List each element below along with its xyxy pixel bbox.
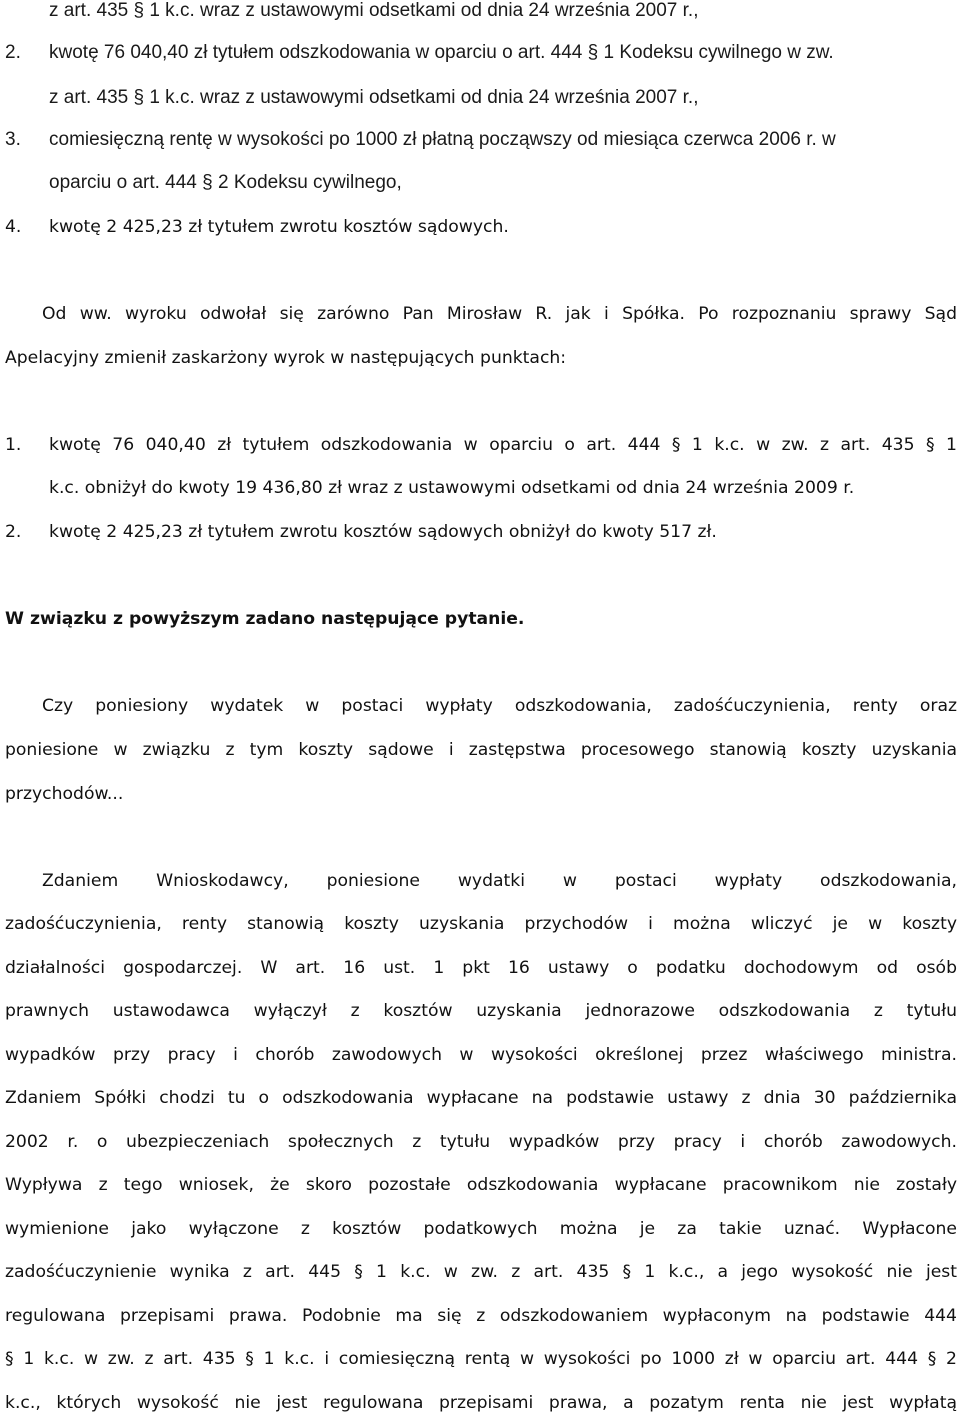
list-number: 2.: [5, 522, 22, 542]
list-b-item-1: [5, 432, 957, 458]
position-line-12: § 1 k.c. w zw. z art. 435 § 1 k.c. i comiesięczną rentą w wysokości po 1000 zł w oparciu art. 444 § 2: [5, 1349, 957, 1369]
list-a-line-3: [49, 85, 698, 111]
position-line-9: wymienione jako wyłączone z kosztów podatkowych można je za takie uznać. Wypłacone: [5, 1219, 957, 1239]
list-number: 4.: [5, 217, 22, 237]
list-a-text: z art. 435 § 1 k.c. wraz z ustawowymi odsetkami od dnia 24 września 2007 r.,: [49, 0, 699, 21]
list-a-text: kwotę 2 425,23 zł tytułem zwrotu kosztów sądowych.: [49, 217, 509, 237]
position-line-1: Zdaniem Wnioskodawcy, poniesione wydatki w postaci wypłaty odszkodowania,: [42, 871, 957, 891]
list-number: 1.: [5, 435, 22, 455]
list-a-text: kwotę 76 040,40 zł tytułem odszkodowania w oparciu o art. 444 § 1 Kodeksu cywilnego w zw.: [49, 42, 834, 63]
question-line-2: poniesione w związku z tym koszty sądowe i zastępstwa procesowego stanowią koszty uzyskania: [5, 740, 957, 760]
position-line-8: Wypływa z tego wniosek, że skoro pozostałe odszkodowania wypłacane pracownikom nie zostały: [5, 1175, 957, 1195]
position-line-5: wypadków przy pracy i chorób zawodowych w wysokości określonej przez właściwego ministra.: [5, 1045, 957, 1065]
list-a-text: z art. 435 § 1 k.c. wraz z ustawowymi odsetkami od dnia 24 września 2007 r.,: [49, 87, 699, 108]
position-line-2: zadośćuczynienia, renty stanowią koszty uzyskania przychodów i można wliczyć je w koszty: [5, 914, 957, 934]
list-b-text: kwotę 2 425,23 zł tytułem zwrotu kosztów sądowych obniżył do kwoty 517 zł.: [49, 522, 717, 542]
position-line-4: prawnych ustawodawca wyłączył z kosztów uzyskania jednorazowe odszkodowania z tytułu: [5, 1001, 957, 1021]
position-line-3: działalności gospodarczej. W art. 16 ust. 1 pkt 16 ustawy o podatku dochodowym od osób: [5, 958, 957, 978]
position-line-10: zadośćuczynienie wynika z art. 445 § 1 k.c. w zw. z art. 435 § 1 k.c., a jego wysokość nie jest: [5, 1262, 957, 1282]
list-b-text: kwotę 76 040,40 zł tytułem odszkodowania w oparciu o art. 444 § 1 k.c. w zw. z art. 435 § 1: [49, 435, 957, 455]
list-b-item-2: [5, 519, 717, 545]
list-number: 3.: [5, 129, 21, 150]
appeal-text: Apelacyjny zmienił zaskarżony wyrok w następujących punktach:: [5, 348, 567, 368]
position-line-6: Zdaniem Spółki chodzi tu o odszkodowania wypłacane na podstawie ustawy z dnia 30 października: [5, 1088, 957, 1108]
list-a-item-3: [5, 127, 836, 153]
appeal-text: Od ww. wyroku odwołał się zarówno Pan Mirosław R. jak i Spółka. Po rozpoznaniu sprawy Sąd: [42, 304, 957, 324]
list-a-line-5: [49, 170, 402, 196]
list-a-text: comiesięczną rentę w wysokości po 1000 zł płatną począwszy od miesiąca czerwca 2006 r. w: [49, 129, 836, 150]
list-a-text: oparciu o art. 444 § 2 Kodeksu cywilnego,: [49, 172, 402, 193]
list-b-line-2: [49, 475, 854, 501]
position-line-13: k.c., których wysokość nie jest regulowana przepisami prawa, a pozatym renta nie jest wypłatą: [5, 1393, 957, 1413]
position-line-11: regulowana przepisami prawa. Podobnie ma się z odszkodowaniem wypłaconym na podstawie 444: [5, 1306, 957, 1326]
list-b-text: k.c. obniżył do kwoty 19 436,80 zł wraz z ustawowymi odsetkami od dnia 24 września 2009 r.: [49, 478, 855, 498]
appeal-line-1: [42, 301, 957, 327]
list-number: 2.: [5, 42, 21, 63]
list-a-item-2: [5, 40, 834, 66]
question-line-3: przychodów...: [5, 784, 124, 804]
position-line-7: 2002 r. o ubezpieczeniach społecznych z tytułu wypadków przy pracy i chorób zawodowych.: [5, 1132, 957, 1152]
question-heading: W związku z powyższym zadano następujące pytanie.: [5, 609, 525, 629]
question-line-1: Czy poniesiony wydatek w postaci wypłaty odszkodowania, zadośćuczynienia, renty oraz: [42, 696, 957, 716]
list-a-item-4: [5, 214, 509, 240]
appeal-line-2: [5, 345, 566, 371]
list-a-line-1: [49, 0, 698, 24]
